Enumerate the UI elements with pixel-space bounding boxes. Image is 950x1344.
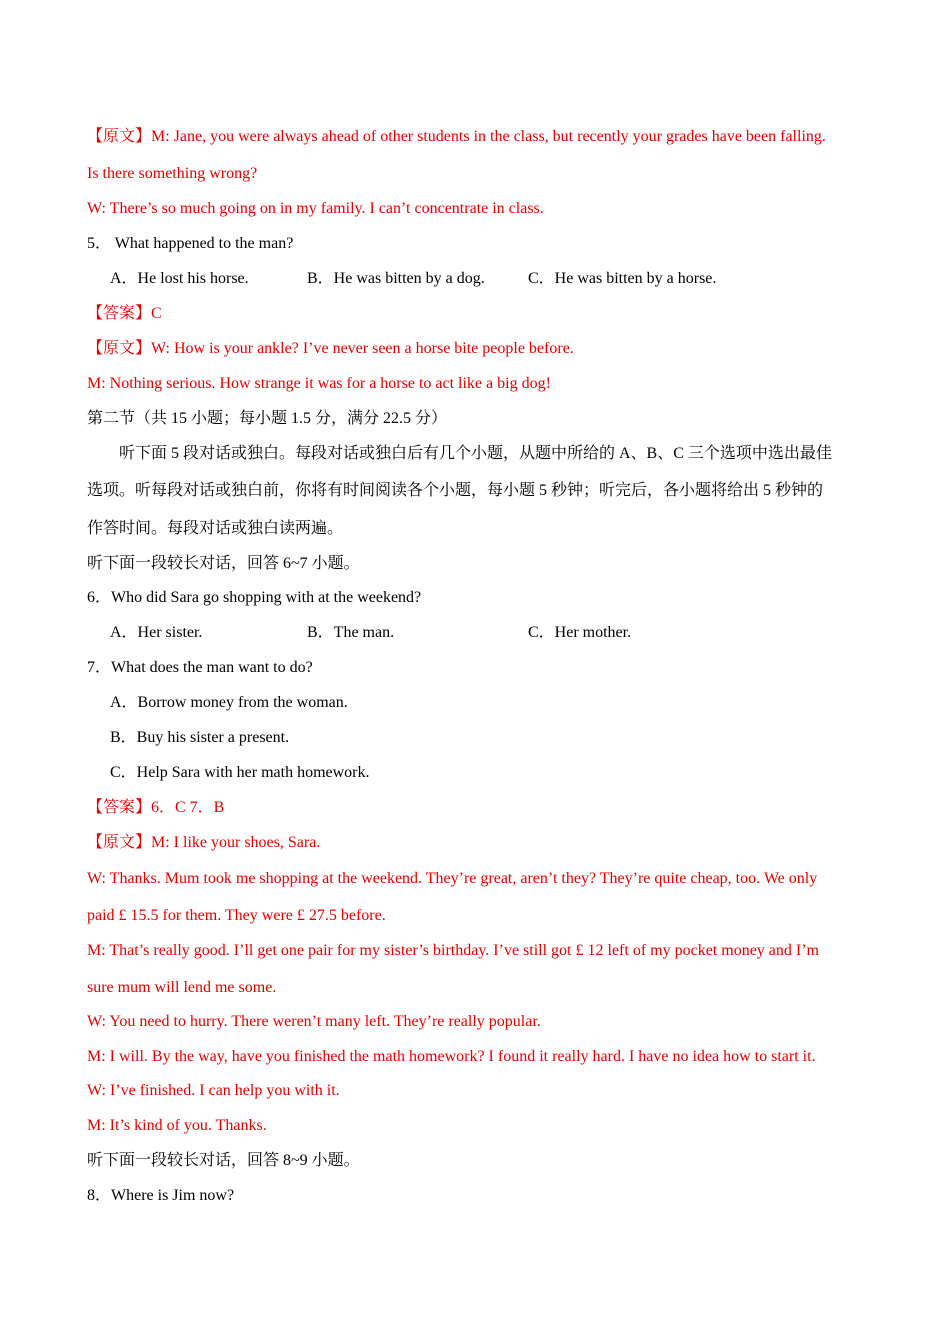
section-heading: 第二节（共 15 小题；每小题 1.5 分，满分 22.5 分） bbox=[87, 410, 448, 427]
option-6a: A．Her sister. bbox=[110, 624, 203, 641]
transcript-line: M: Nothing serious. How strange it was for a horse to act like a big dog! bbox=[87, 375, 551, 392]
question-6: 6．Who did Sara go shopping with at the weekend? bbox=[87, 589, 422, 606]
instructions-line: 选项。听每段对话或独白前，你将有时间阅读各个小题，每小题 5 秒钟；听完后，各小题将给出 5 秒钟的 bbox=[87, 482, 824, 499]
directions-6-7: 听下面一段较长对话，回答 6~7 小题。 bbox=[87, 555, 360, 572]
option-5a: A．He lost his horse. bbox=[110, 270, 249, 287]
option-7a: A．Borrow money from the woman. bbox=[110, 694, 348, 711]
transcript-line: M: I will. By the way, have you finished the math homework? I found it really hard. I have no idea how to start it. bbox=[87, 1048, 816, 1065]
option-6b: B．The man. bbox=[307, 624, 395, 641]
option-6c: C．Her mother. bbox=[528, 624, 632, 641]
transcript-line: W: Thanks. Mum took me shopping at the weekend. They’re great, aren’t they? They’re quite cheap, too. We only bbox=[87, 870, 818, 887]
transcript-line: W: I’ve finished. I can help you with it. bbox=[87, 1082, 340, 1099]
transcript-line: W: There’s so much going on in my family. I can’t concentrate in class. bbox=[87, 200, 544, 217]
transcript-line: sure mum will lend me some. bbox=[87, 979, 277, 996]
question-8: 8．Where is Jim now? bbox=[87, 1187, 235, 1204]
question-7: 7．What does the man want to do? bbox=[87, 659, 313, 676]
instructions-line: 听下面 5 段对话或独白。每段对话或独白后有几个小题，从题中所给的 A、B、C 三个选项中选出最佳 bbox=[119, 445, 832, 462]
transcript-line: W: You need to hurry. There weren’t many left. They’re really popular. bbox=[87, 1013, 541, 1030]
option-7b: B．Buy his sister a present. bbox=[110, 729, 290, 746]
transcript-line: Is there something wrong? bbox=[87, 165, 258, 182]
transcript-line: M: It’s kind of you. Thanks. bbox=[87, 1117, 267, 1134]
directions-8-9: 听下面一段较长对话，回答 8~9 小题。 bbox=[87, 1152, 360, 1169]
transcript-line: 【原文】W: How is your ankle? I’ve never seen a horse bite people before. bbox=[87, 340, 574, 357]
answer-5: 【答案】C bbox=[87, 305, 162, 322]
option-5c: C．He was bitten by a horse. bbox=[528, 270, 717, 287]
instructions-line: 作答时间。每段对话或独白读两遍。 bbox=[87, 520, 344, 537]
transcript-line: paid £ 15.5 for them. They were £ 27.5 before. bbox=[87, 907, 386, 924]
answer-6-7: 【答案】6．C 7．B bbox=[87, 799, 225, 816]
question-5: 5． What happened to the man? bbox=[87, 235, 294, 252]
option-7c: C．Help Sara with her math homework. bbox=[110, 764, 370, 781]
transcript-line: M: That’s really good. I’ll get one pair for my sister’s birthday. I’ve still got £ 12 left of my pocket money and I’m bbox=[87, 942, 819, 959]
transcript-line: 【原文】M: Jane, you were always ahead of other students in the class, but recently your grades have been falling. bbox=[87, 128, 826, 145]
transcript-line: 【原文】M: I like your shoes, Sara. bbox=[87, 834, 321, 851]
option-5b: B．He was bitten by a dog. bbox=[307, 270, 485, 287]
